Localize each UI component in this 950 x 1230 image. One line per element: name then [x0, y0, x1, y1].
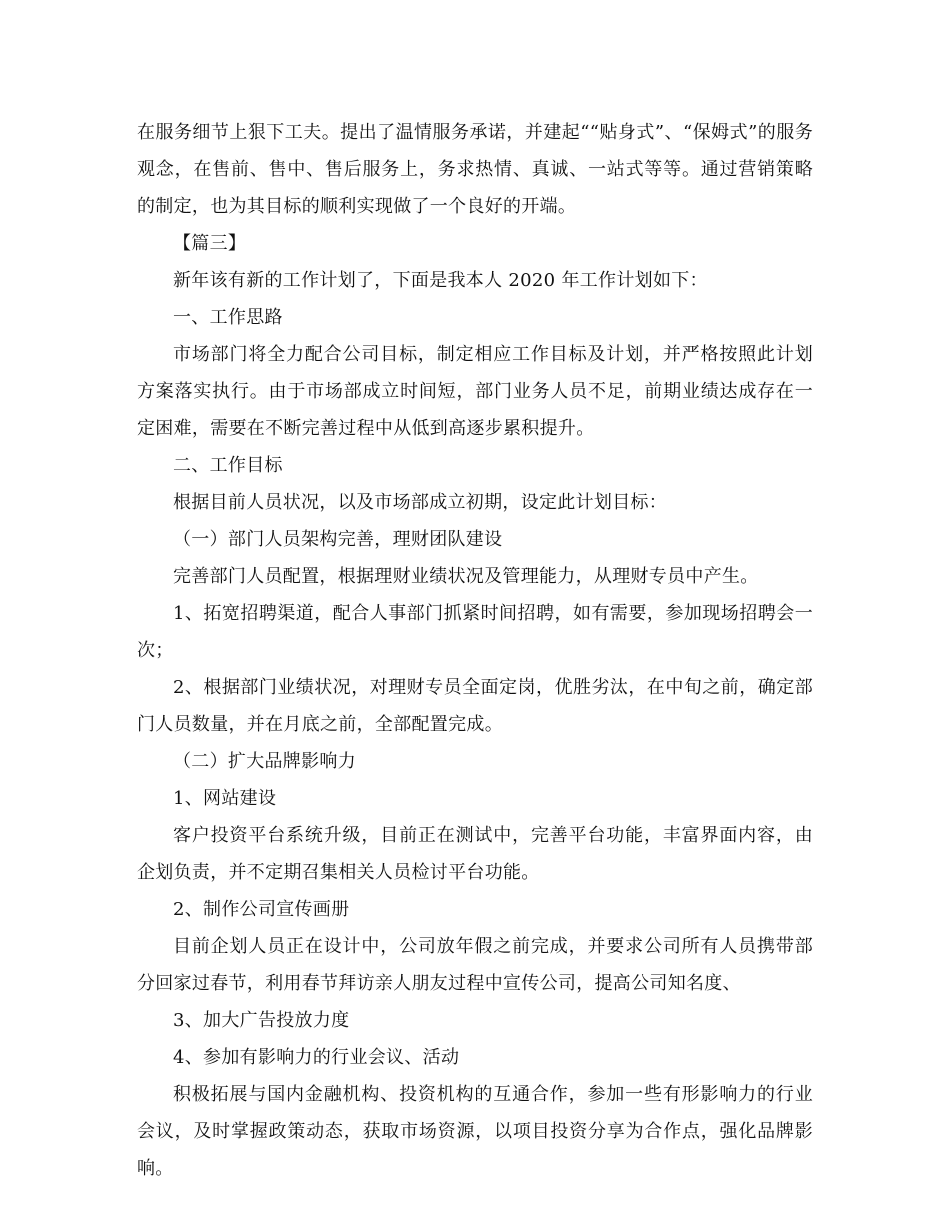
list-item: 4、参加有影响力的行业会议、活动	[173, 1047, 460, 1068]
list-item: 1、拓宽招聘渠道，配合人事部门抓紧时间招聘，如有需要，参加现场招聘会一次；	[137, 603, 813, 661]
subsection-heading: （一）部门人员架构完善，理财团队建设	[173, 529, 503, 550]
list-item: 2、制作公司宣传画册	[173, 899, 350, 920]
paragraph: 客户投资平台系统升级，目前正在测试中，完善平台功能，丰富界面内容，由企划负责，并不定期召集相关人员检讨平台功能。	[137, 825, 813, 883]
paragraph: 在服务细节上狠下工夫。提出了温情服务承诺，并建起““贴身式”、“保姆式”的服务观念，在售前、售中、售后服务上，务求热情、真诚、一站式等等。通过营销策略的制定，也为其目标的顺利实现做了一个良好的开端。	[137, 122, 813, 217]
subsection-heading: （二）扩大品牌影响力	[173, 751, 356, 772]
list-item: 2、根据部门业绩状况，对理财专员全面定岗，优胜劣汰，在中旬之前，确定部门人员数量，并在月底之前，全部配置完成。	[137, 677, 813, 735]
document-body	[137, 114, 813, 1187]
paragraph: 市场部门将全力配合公司目标，制定相应工作目标及计划，并严格按照此计划方案落实执行。由于市场部成立时间短，部门业务人员不足，前期业绩达成存在一定困难，需要在不断完善过程中从低到高逐步累积提升。	[137, 344, 813, 439]
paragraph: 完善部门人员配置，根据理财业绩状况及管理能力，从理财专员中产生。	[173, 566, 759, 587]
paragraph: 新年该有新的工作计划了，下面是我本人 2020 年工作计划如下：	[173, 270, 708, 291]
section-heading: 二、工作目标	[173, 455, 283, 476]
paragraph: 目前企划人员正在设计中，公司放年假之前完成，并要求公司所有人员携带部分回家过春节，利用春节拜访亲人朋友过程中宣传公司，提高公司知名度、	[137, 936, 813, 994]
paragraph: 根据目前人员状况，以及市场部成立初期，设定此计划目标：	[173, 492, 668, 513]
list-item: 3、加大广告投放力度	[173, 1010, 350, 1031]
section-heading: 【篇三】	[173, 233, 247, 254]
paragraph: 积极拓展与国内金融机构、投资机构的互通合作，参加一些有形影响力的行业会议，及时掌握政策动态，获取市场资源，以项目投资分享为合作点，强化品牌影响。	[137, 1084, 813, 1179]
section-heading: 一、工作思路	[173, 307, 283, 328]
list-item: 1、网站建设	[173, 788, 277, 809]
